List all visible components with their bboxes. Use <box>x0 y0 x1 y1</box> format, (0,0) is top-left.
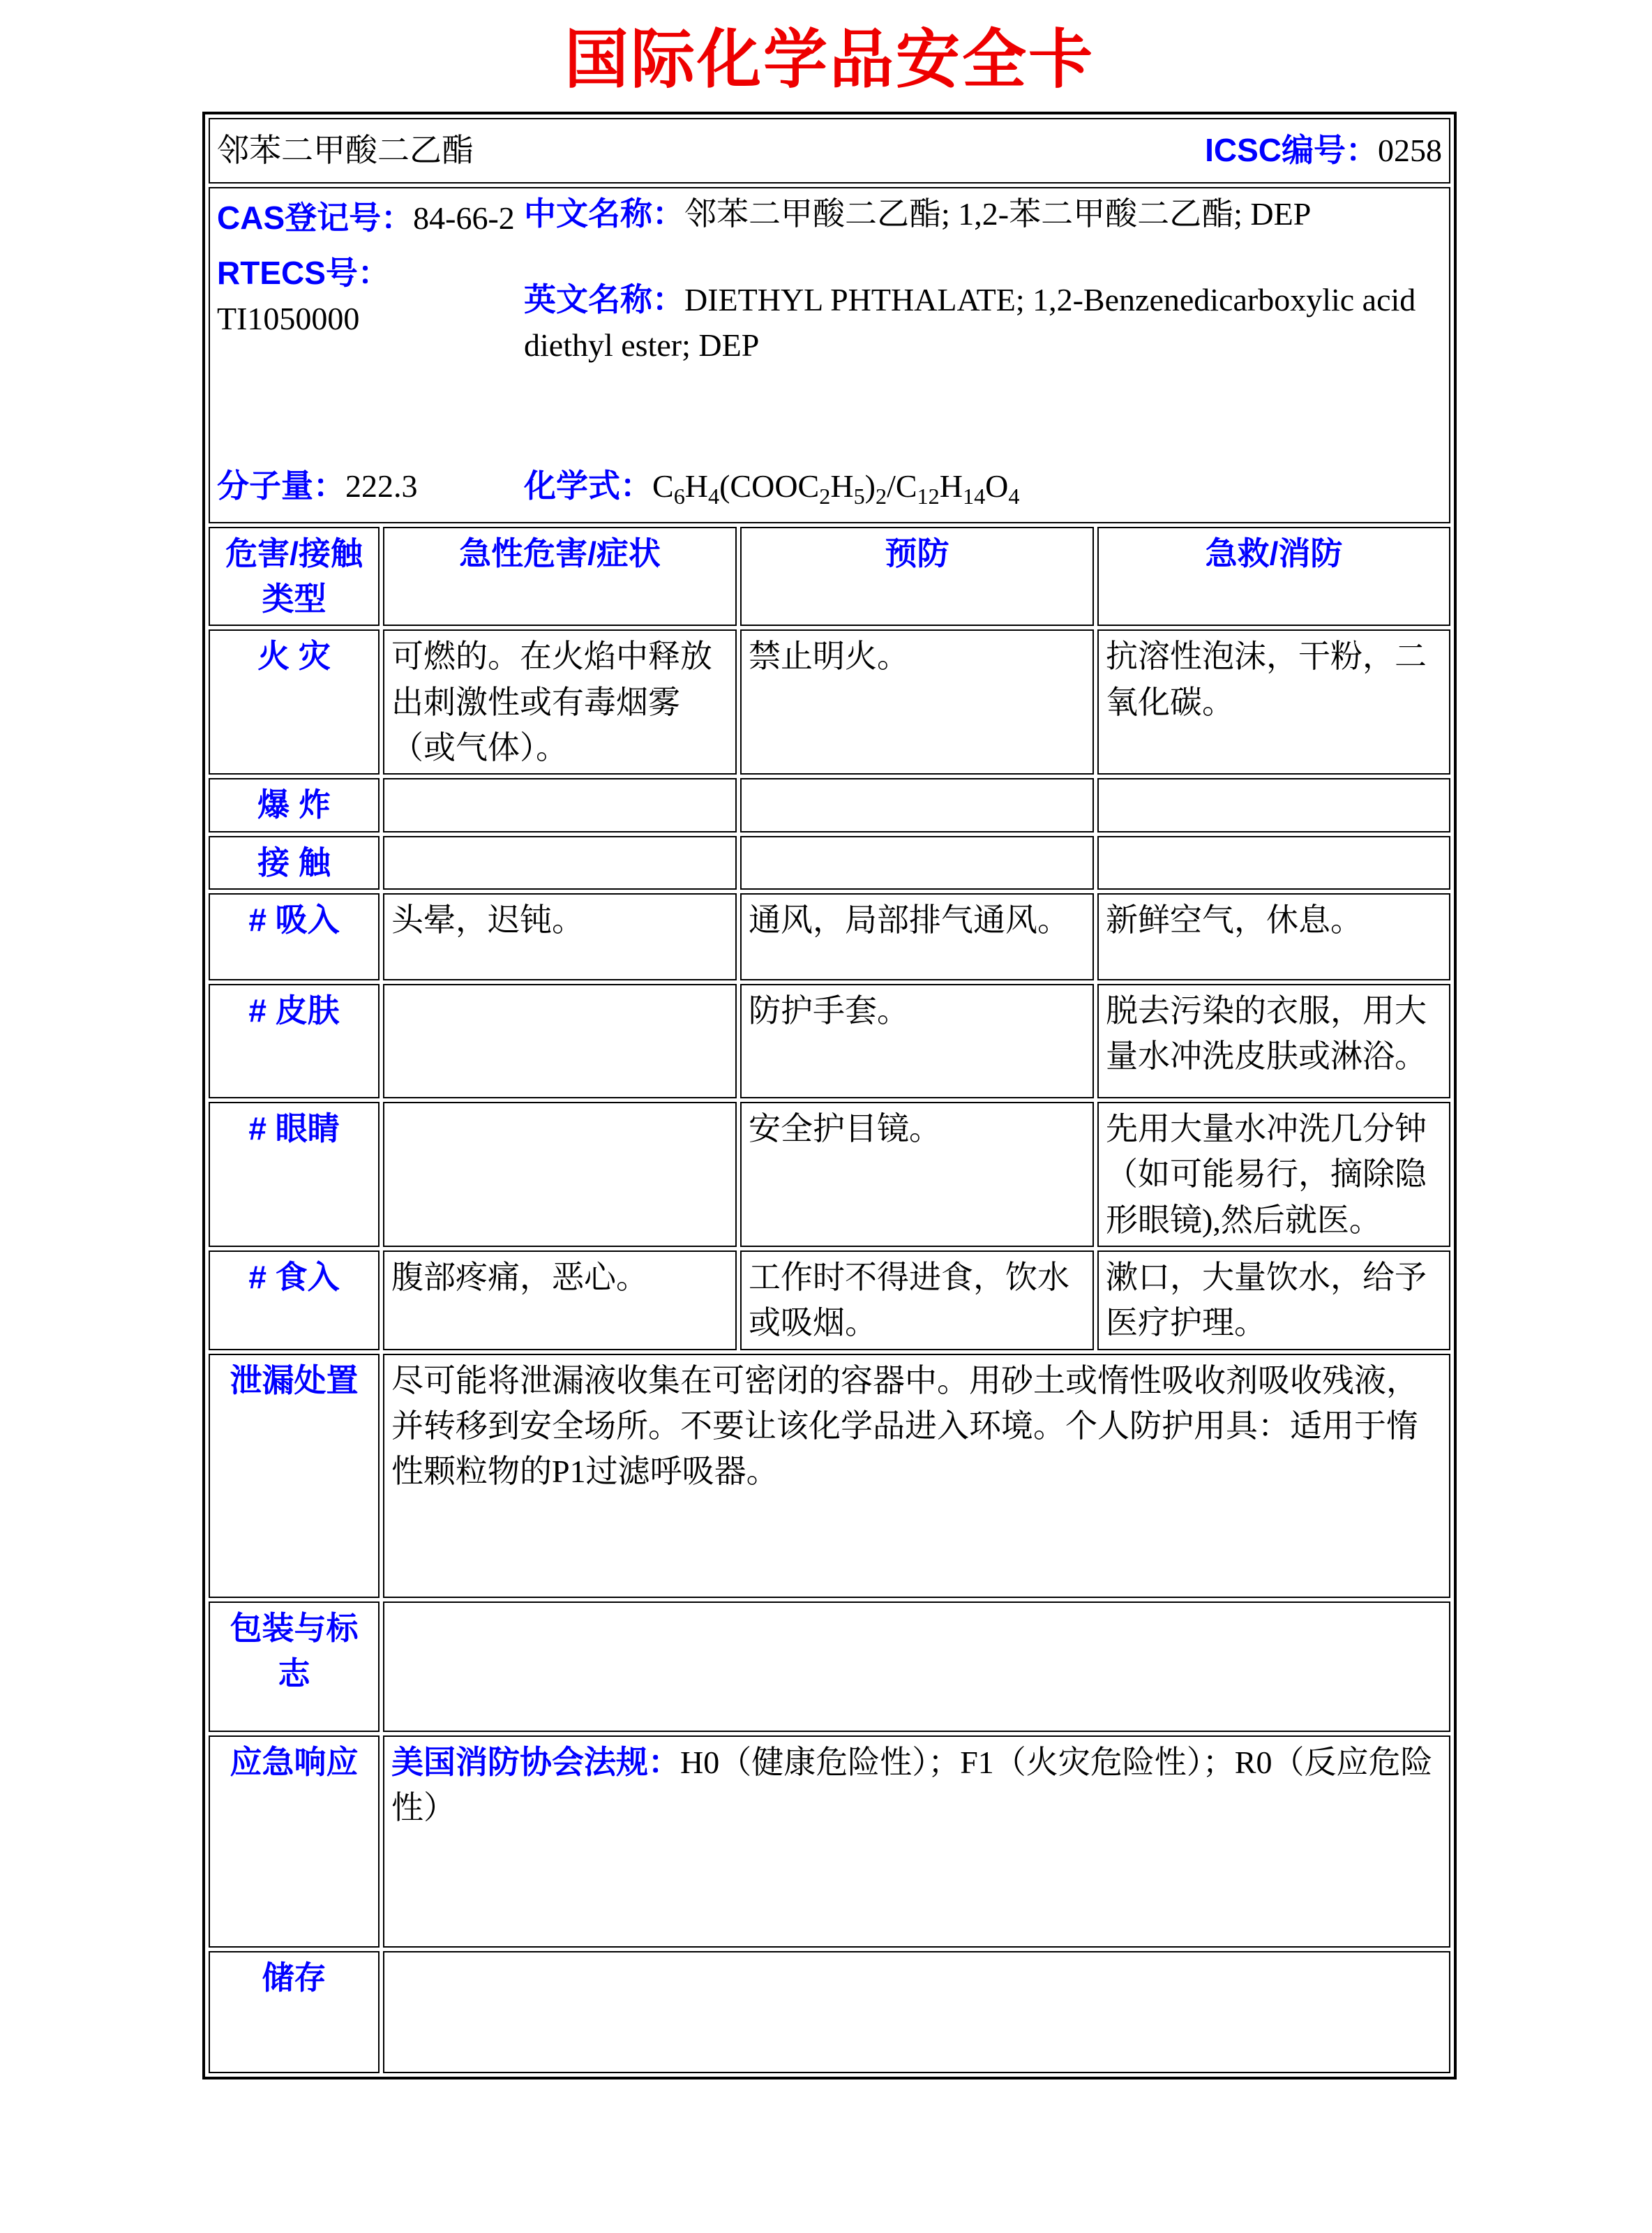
icsc-number-label: ICSC编号： <box>1205 132 1379 169</box>
formula-line <box>524 463 1442 509</box>
row-label-explosion: 爆 炸 <box>209 778 380 832</box>
packaging-content-cell <box>383 1601 1450 1732</box>
section-row-spillage <box>209 1354 1450 1598</box>
section-row-storage <box>209 1951 1450 2073</box>
hazard-header-row <box>209 527 1450 627</box>
contact-response-cell <box>1097 836 1450 890</box>
identity-row <box>209 187 1450 523</box>
hazard-row-contact <box>209 836 1450 890</box>
english-name-line <box>524 277 1442 368</box>
fire-response-cell: 抗溶性泡沫，干粉，二氧化碳。 <box>1097 629 1450 775</box>
skin-prevention-cell: 防护手套。 <box>740 984 1094 1098</box>
contact-prevention-cell <box>740 836 1094 890</box>
fire-prevention-cell: 禁止明火。 <box>740 629 1094 775</box>
cas-value: 84-66-2 <box>413 200 515 236</box>
row-label-fire: 火 灾 <box>209 629 380 775</box>
name-row <box>209 118 1450 184</box>
chemical-formula-value: $C_6H_4(COOC_2H_5)_2/C_{12}H_{14}O_4$ <box>652 468 1020 509</box>
skin-response-cell: 脱去污染的衣服，用大量水冲洗皮肤或淋浴。 <box>1097 984 1450 1098</box>
contact-symptoms-cell <box>383 836 737 890</box>
eyes-response-cell: 先用大量水冲洗几分钟（如可能易行，摘除隐形眼镜),然后就医。 <box>1097 1102 1450 1247</box>
section-row-emergency <box>209 1735 1450 1948</box>
eyes-prevention-cell: 安全护目镜。 <box>740 1102 1094 1247</box>
molecular-weight-line <box>217 463 524 509</box>
icsc-table <box>202 112 1457 2079</box>
header-hazard-type: 危害/接触类型 <box>209 527 380 627</box>
english-name-value: DIETHYL PHTHALATE; 1,2-Benzenedicarboxylic acid diethyl ester; DEP <box>524 282 1416 364</box>
spillage-text: 尽可能将泄漏液收集在可密闭的容器中。用砂土或惰性吸收剂吸收残液，并转移到安全场所。不要让该化学品进入环境。个人防护用具：适用于惰性颗粒物的P1过滤呼吸器。 <box>391 1362 1418 1490</box>
section-row-packaging <box>209 1601 1450 1732</box>
english-name-label: 英文名称： <box>524 281 684 318</box>
section-label-storage: 储存 <box>209 1951 380 2073</box>
fire-symptoms-cell: 可燃的。在火焰中释放出刺激性或有毒烟雾（或气体）。 <box>383 629 737 775</box>
header-first-aid: 急救/消防 <box>1097 527 1450 627</box>
chinese-name-value: 邻苯二甲酸二乙酯; 1,2-苯二甲酸二乙酯; DEP <box>684 195 1312 232</box>
ingestion-prevention-cell: 工作时不得进食，饮水或吸烟。 <box>740 1250 1094 1350</box>
chinese-name-label: 中文名称： <box>524 195 684 232</box>
header-acute-symptoms: 急性危害/症状 <box>383 527 737 627</box>
section-label-emergency: 应急响应 <box>209 1735 380 1948</box>
hazard-row-eyes <box>209 1102 1450 1247</box>
chemical-formula-label: 化学式： <box>524 468 652 505</box>
skin-symptoms-cell <box>383 984 737 1098</box>
rtecs-label: RTECS号： <box>217 255 390 292</box>
molecular-weight-value: 222.3 <box>345 468 418 505</box>
icsc-card <box>202 24 1457 2079</box>
explosion-symptoms-cell <box>383 778 737 832</box>
ingestion-response-cell: 漱口，大量饮水，给予医疗护理。 <box>1097 1250 1450 1350</box>
hazard-row-inhalation <box>209 893 1450 980</box>
cas-line <box>217 195 524 241</box>
identity-right-column <box>524 191 1442 514</box>
emergency-content-cell <box>383 1735 1450 1948</box>
rtecs-value: TI1050000 <box>217 301 360 337</box>
explosion-response-cell <box>1097 778 1450 832</box>
row-label-eyes: # 眼睛 <box>209 1102 380 1247</box>
cas-label: CAS登记号： <box>217 199 414 236</box>
icsc-number-group <box>1205 128 1442 173</box>
hazard-row-explosion <box>209 778 1450 832</box>
icsc-number-value: 0258 <box>1378 133 1443 169</box>
emergency-lead: 美国消防协会法规： <box>391 1743 680 1780</box>
header-prevention: 预防 <box>740 527 1094 627</box>
explosion-prevention-cell <box>740 778 1094 832</box>
hazard-row-skin <box>209 984 1450 1098</box>
page-title: 国际化学品安全卡 <box>564 24 1095 96</box>
row-label-inhalation: # 吸入 <box>209 893 380 980</box>
storage-content-cell <box>383 1951 1450 2073</box>
molecular-weight-label: 分子量： <box>217 468 345 505</box>
name-row-cell <box>209 118 1450 184</box>
chemical-name: 邻苯二甲酸二乙酯 <box>217 133 474 169</box>
emergency-text: H0（健康危险性）；F1（火灾危险性）；R0（反应危险性） <box>391 1744 1433 1825</box>
hazard-row-fire <box>209 629 1450 775</box>
section-label-packaging: 包装与标志 <box>209 1601 380 1732</box>
ingestion-symptoms-cell: 腹部疼痛，恶心。 <box>383 1250 737 1350</box>
hazard-row-ingestion <box>209 1250 1450 1350</box>
row-label-skin: # 皮肤 <box>209 984 380 1098</box>
rtecs-line <box>217 251 524 342</box>
eyes-symptoms-cell <box>383 1102 737 1247</box>
row-label-ingestion: # 食入 <box>209 1250 380 1350</box>
inhalation-symptoms-cell: 头晕，迟钝。 <box>383 893 737 980</box>
chinese-name-line <box>524 191 1442 237</box>
row-label-contact: 接 触 <box>209 836 380 890</box>
inhalation-prevention-cell: 通风，局部排气通风。 <box>740 893 1094 980</box>
spillage-content-cell <box>383 1354 1450 1598</box>
section-label-spillage: 泄漏处置 <box>209 1354 380 1598</box>
identity-left-column <box>217 191 524 514</box>
inhalation-response-cell: 新鲜空气，休息。 <box>1097 893 1450 980</box>
identity-cell <box>209 187 1450 523</box>
